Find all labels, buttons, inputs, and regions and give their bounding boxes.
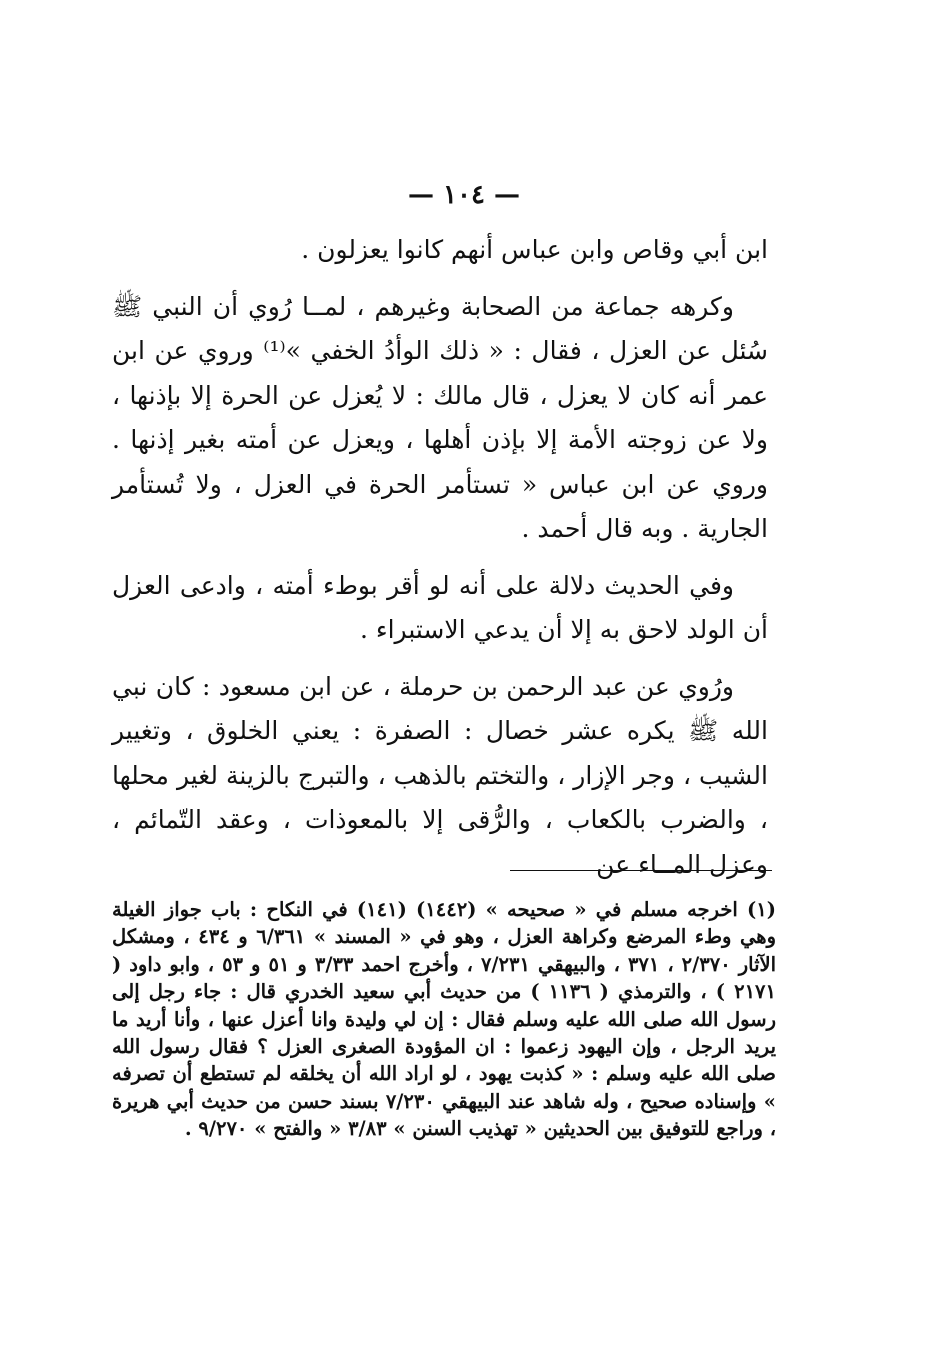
main-text xyxy=(112,228,768,899)
paragraph-4: ورُوي عن عبد الرحمن بن حرملة ، عن ابن مسعود : كان نبي الله ﷺ يكره عشر خصال : الصفرة : يعني الخلوق ، وتغيير الشيب ، وجر الإزار ، والتختم بالذهب ، والتبرج بالزينة لغير محلها ، والضرب بالكعاب ، والرُّقى إلا بالمعوذات ، وعقد التّمائم ، وعزل المــاء عن xyxy=(112,671,768,879)
paragraph-1: ابن أبي وقاص وابن عباس أنهم كانوا يعزلون . xyxy=(301,235,768,264)
paragraph-3: وفي الحديث دلالة على أنه لو أقر بوطء أمته ، وادعى العزل أن الولد لاحق به إلا أن يدعي الاستبراء . xyxy=(112,570,768,644)
footnote-1: (١) اخرجه مسلم في « صحيحه » (١٤٤٢) (١٤١) في النكاح : باب جواز الغيلة وهي وطء المرضع وكراهة العزل ، وهو في « المسند » ٦/٣٦١ و ٤٣٤ ، ومشكل الآثار ٢/٣٧٠ ، ٣٧١ ، والبيهقي ٧/٢٣١ ، وأخرج احمد ٣/٣٣ و ٥١ و ٥٣ ، وابو داود ( ٢١٧١ ) ، والترمذي ( ١١٣٦ ) من حديث أبي سعيد الخدري قال : جاء رجل إلى رسول الله صلى الله عليه وسلم فقال : إن لي وليدة وانا أعزل عنها ، وأنا أريد ما يريد الرجل ، وإن اليهود زعموا : ان المؤودة الصغرى العزل ؟ فقال رسول الله صلى الله عليه وسلم : « كذبت يهود ، لو اراد الله أن يخلقه لم تستطع أن تصرفه » وإسناده صحيح ، وله شاهد عند البيهقي ٧/٢٣٠ بسند حسن من حديث أبي هريرة ، وراجع للتوفيق بين الحديثين « تهذيب السنن » ٣/٨٣ « والفتح » ٩/٢٧٠ . xyxy=(112,898,777,1141)
page-number: — ١٠٤ — xyxy=(407,180,521,210)
footnotes xyxy=(112,896,776,1143)
footnote-separator xyxy=(510,870,772,871)
paragraph-2: وكرهه جماعة من الصحابة وغيرهم ، لمــا رُوي أن النبي ﷺ سُئل عن العزل ، فقال : « ذلك الوأدُ الخفي »⁽¹⁾ وروي عن ابن عمر أنه كان لا يعزل ، قال مالك : لا يُعزل عن الحرة إلا بإذنها ، ولا عن زوجته الأمة إلا بإذن أهلها ، ويعزل عن أمته بغير إذنها . وروي عن ابن عباس « تستأمر الحرة في العزل ، ولا تُستأمر الجارية . وبه قال أحمد . xyxy=(112,291,768,543)
